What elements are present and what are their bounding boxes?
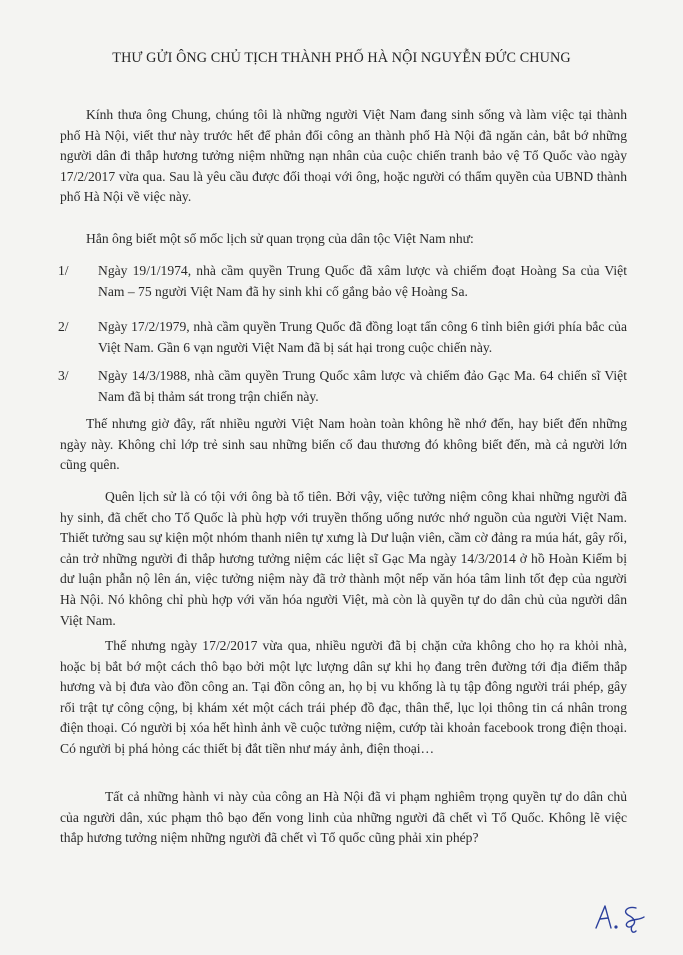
letter-title: THƯ GỬI ÔNG CHỦ TỊCH THÀNH PHỐ HÀ NỘI NGUYỄN ĐỨC CHUNG	[112, 50, 571, 66]
forget-paragraph: Thế nhưng giờ đây, rất nhiều người Việt Nam hoàn toàn không hề nhớ đến, hay biết đến những ngày này. Không chỉ lớp trẻ sinh sau những biến cố đau thương đó không biết đến, mà cả người lớn cũng quên.	[60, 416, 627, 473]
list-item: Ngày 17/2/1979, nhà cầm quyền Trung Quốc đã đồng loạt tấn công 6 tỉnh biên giới phía bắc của Việt Nam. Gần 6 vạn người Việt Nam đã bị sát hại trong cuộc chiến này.	[98, 319, 627, 355]
lead-paragraph: Hẳn ông biết một số mốc lịch sử quan trọng của dân tộc Việt Nam như:	[86, 231, 474, 246]
events-paragraph: Thế nhưng ngày 17/2/2017 vừa qua, nhiều người đã bị chặn cửa không cho họ ra khỏi nhà, hoặc bị bắt bớ một cách thô bạo bởi một lực lượng dân sự khi họ đang trên đường tới địa điểm thắp hương và bị đưa vào đồn công an. Tại đồn công an, họ bị vu khống là tụ tập đông người trái phép, gây rối trật tự công cộng, bị khám xét một cách trái phép đồ đạc, thân thể, lục lọi thông tin cá nhân trong điện thoại. Có người bị xóa hết hình ảnh về cuộc tưởng niệm, cướp tài khoản facebook trong điện thoại. Có người bị phá hỏng các thiết bị đắt tiền như máy ảnh, điện thoại…	[60, 638, 627, 756]
signature-tail	[631, 926, 636, 932]
signature-dot	[615, 926, 617, 928]
signature-stroke-a	[596, 906, 611, 928]
conclusion-paragraph: Tất cả những hành vi này của công an Hà Nội đã vi phạm nghiêm trọng quyền tự do dân chủ của người dân, xúc phạm thô bạo đến vong linh của những người đã chết vì Tổ Quốc. Không lẽ việc thắp hương tưởng niệm những người đã chết vì Tổ quốc cũng phải xin phép?	[60, 789, 627, 846]
list-item-number: 1/	[58, 263, 69, 278]
list-item-number: 3/	[58, 368, 69, 383]
signature-stroke-s	[626, 908, 644, 928]
handwritten-signature	[592, 900, 652, 936]
list-item: Ngày 19/1/1974, nhà cầm quyền Trung Quốc đã xâm lược và chiếm đoạt Hoàng Sa của Việt Nam – 75 người Việt Nam đã hy sinh khi cố gắng bảo vệ Hoàng Sa.	[98, 263, 627, 299]
history-paragraph: Quên lịch sử là có tội với ông bà tổ tiên. Bởi vậy, việc tưởng niệm công khai những người đã hy sinh, đã chết cho Tổ Quốc là phù hợp với truyền thống uống nước nhớ nguồn của người Việt Nam. Thiết tưởng sau sự kiện một nhóm thanh niên tự xưng là Dư luận viên, cầm cờ đảng ra múa hát, gây rối, cản trở những người đi thắp hương tưởng niệm các liệt sĩ Gạc Ma ngày 14/3/2014 ở hồ Hoàn Kiếm bị dư luận phẫn nộ lên án, việc tưởng niệm này đã trở thành một nếp văn hóa tâm linh tốt đẹp của người Hà Nội. Nó không chỉ phù hợp với văn hóa người Việt, mà còn là quyền tự do dân chủ của người dân Việt Nam.	[60, 489, 627, 628]
list-item: Ngày 14/3/1988, nhà cầm quyền Trung Quốc xâm lược và chiếm đảo Gạc Ma. 64 chiến sĩ Việt Nam đã bị thảm sát trong trận chiến này.	[98, 368, 627, 404]
list-item-number: 2/	[58, 319, 69, 334]
intro-paragraph: Kính thưa ông Chung, chúng tôi là những người Việt Nam đang sinh sống và làm việc tại thành phố Hà Nội, viết thư này trước hết để phản đối công an thành phố Hà Nội đã ngăn cản, bắt bớ những người dân đi thắp hương tưởng niệm những nạn nhân của cuộc chiến tranh bảo vệ Tổ Quốc vào ngày 17/2/2017 vừa qua. Sau là yêu cầu được đối thoại với ông, hoặc người có thẩm quyền của UBND thành phố Hà Nội về việc này.	[60, 107, 627, 205]
